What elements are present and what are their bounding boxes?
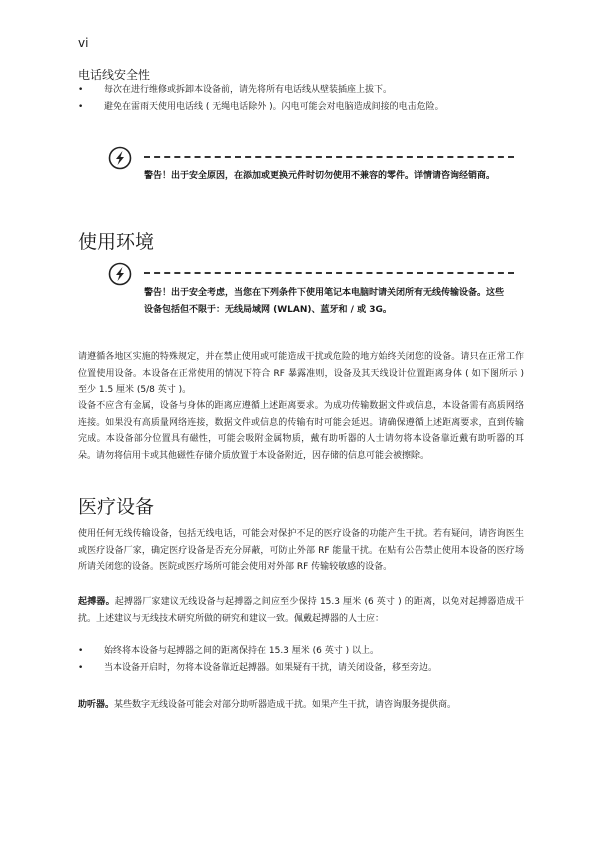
list-item bbox=[78, 660, 518, 694]
list-item bbox=[78, 82, 518, 99]
paragraph: 请遵循各地区实施的特殊规定，并在禁止使用或可能造成干扰或危险的地方始终关闭您的设备。请只在正常工作位置使用设备。本设备在正常使用的情况下符合 RF 暴露准则，设备及其天线设计位置距离身体 ( 如下图所示 ) 至少 1.5 厘米 (5/8 英寸 )。 bbox=[78, 352, 524, 395]
warning-lightning-icon bbox=[108, 262, 132, 286]
paragraph-text: 起搏器厂家建议无线设备与起搏器之间应至少保持 15.3 厘米 (6 英寸 ) 的距离，以免对起搏器造成干扰。上述建议与无线技术研究所做的研究和建议一致。佩戴起搏器的人士应： bbox=[78, 597, 524, 624]
list-item-text: 每次在进行维修或拆卸本设备前，请先将所有电话线从壁装插座上拔下。 bbox=[104, 85, 393, 95]
label-hearing-aid: 助听器。 bbox=[78, 700, 115, 710]
list-item-text: 避免在雷雨天使用电话线 ( 无绳电话除外 )。闪电可能会对电脑造成间接的电击危险。 bbox=[104, 102, 444, 112]
bullet-dot: • bbox=[78, 102, 84, 112]
bullet-dot: • bbox=[78, 646, 84, 656]
page-number: vi bbox=[78, 36, 89, 50]
section-title-environment: 使用环境 bbox=[78, 231, 155, 253]
section-title-phone-safety: 电话线安全性 bbox=[78, 68, 151, 82]
bullet-dot: • bbox=[78, 663, 84, 673]
warning-lightning-icon bbox=[108, 146, 132, 170]
paragraph: 使用任何无线传输设备，包括无线电话，可能会对保护不足的医疗设备的功能产生干扰。若有疑问，请咨询医生或医疗设备厂家，确定医疗设备是否充分屏蔽，可防止外部 RF 能量干扰。在贴有公告禁止使用本设备的医疗场所请关闭您的设备。医院或医疗场所可能会使用对外部 RF 传输较敏感的设备。 bbox=[78, 529, 524, 572]
paragraph: 设备不应含有金属，设备与身体的距离应遵循上述距离要求。为成功传输数据文件或信息，本设备需有高质网络连接。如果没有高质量网络连接，数据文件或信息的传输有时可能会延迟。请确保遵循上述距离要求，直到传输完成。本设备部分位置具有磁性，可能会吸附金属物质，戴有助听器的人士请勿将本设备靠近戴有助听器的耳朵。请勿将信用卡或其他磁性存储介质放置于本设备附近，因存储的信息可能会被擦除。 bbox=[78, 401, 524, 461]
label-pacemaker: 起搏器。 bbox=[78, 597, 115, 607]
list-item-text: 当本设备开启时，勿将本设备靠近起搏器。如果疑有干扰，请关闭设备，移至旁边。 bbox=[104, 663, 438, 673]
warning-text: 警告！出于安全考虑，当您在下列条件下使用笔记本电脑时请关闭所有无线传输设备。这些设备包括但不限于：无线局域网 (WLAN)、蓝牙和 / 或 3G。 bbox=[144, 288, 505, 315]
paragraph-text: 某些数字无线设备可能会对部分助听器造成干扰。如果产生干扰，请咨询服务提供商。 bbox=[114, 700, 457, 710]
divider bbox=[144, 156, 514, 158]
list-item-text: 始终将本设备与起搏器之间的距离保持在 15.3 厘米 (6 英寸 ) 以上。 bbox=[104, 646, 379, 656]
divider bbox=[144, 272, 514, 274]
list-item bbox=[78, 99, 518, 133]
section-title-medical: 医疗设备 bbox=[78, 496, 155, 518]
warning-text: 警告！出于安全原因，在添加或更换元件时切勿使用不兼容的零件。详情请咨询经销商。 bbox=[144, 171, 496, 181]
list-item bbox=[78, 643, 518, 660]
bullet-dot: • bbox=[78, 85, 84, 95]
paragraph-hearing-aid bbox=[78, 697, 524, 714]
paragraph-pacemaker bbox=[78, 594, 524, 627]
